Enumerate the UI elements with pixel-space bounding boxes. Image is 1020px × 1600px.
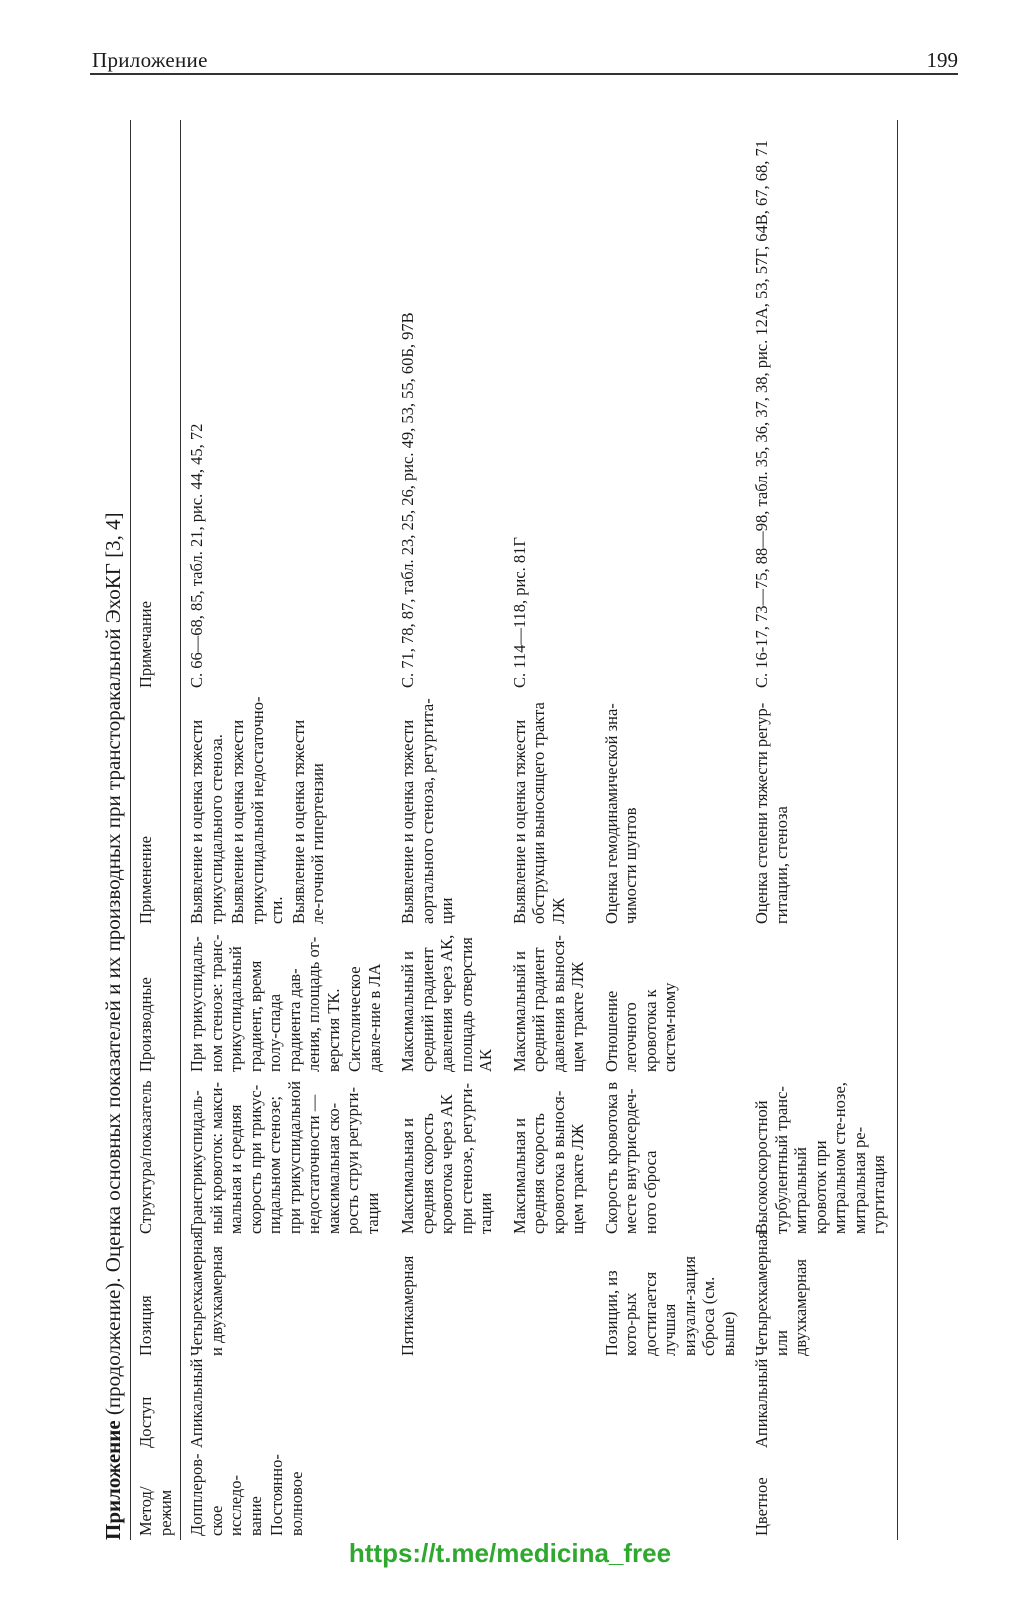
table-caption [100, 120, 126, 1540]
application-text: Оценка гемодинамической зна-чимости шунтов [601, 703, 640, 924]
method-cell [746, 1452, 897, 1540]
column-header: Доступ [131, 1360, 181, 1452]
application-text: Выявление и оценка тяжести ле-гочной гипертензии [288, 719, 327, 924]
column-header: Метод/режим [131, 1452, 181, 1540]
position-cell: Четырехкамерная или двухкамерная [746, 1238, 897, 1360]
access-cell [504, 1360, 596, 1452]
column-header: Позиция [131, 1238, 181, 1360]
table-row [392, 120, 504, 1540]
column-header: Применение [131, 692, 181, 928]
watermark-link[interactable]: https://t.me/medicina_free [348, 1538, 672, 1568]
method-text: Цветное [752, 1477, 771, 1536]
column-header: Производные [131, 928, 181, 1076]
rotated-table-block [100, 120, 960, 1540]
structure-cell: Высокоскоростной турбулентный транс-митральный кровоток при митральном сте-нозе, митральная ре-гургитация [746, 1076, 897, 1238]
method-cell [181, 1452, 393, 1540]
derived-text: При трикуспидаль-ном стенозе: транс-трикуспидальный градиент, время полу-спада градиента дав-ления, площадь от-верстия ТК. [187, 934, 343, 1072]
derived-text: Максимальный и средний градиент давления в вынося-щем тракте ЛЖ [509, 935, 587, 1072]
application-cell [746, 692, 897, 928]
table-row [504, 120, 596, 1540]
note-cell: С. 66—68, 85, табл. 21, рис. 44, 45, 72 [187, 423, 206, 688]
position-cell: Пятикамерная [398, 1255, 417, 1356]
access-cell [392, 1360, 504, 1452]
data-table [130, 120, 898, 1540]
access-cell: Апикальный [746, 1360, 897, 1452]
access-cell: Апикальный [187, 1358, 206, 1448]
derived-text: Систолическое давле-ние в ЛА [345, 963, 384, 1072]
table-row [596, 120, 747, 1540]
note-cell: С. 16-17, 73—75, 88—98, табл. 35, 36, 37, 38, рис. 12А, 53, 57Г, 64В, 67, 68, 71 [746, 120, 897, 692]
note-cell: С. 114—118, рис. 81Г [509, 537, 529, 688]
structure-cell: Транстрикуспидаль-ный кровоток: макси-мальная и средняя скорость при трикус-пидальном стенозе; при трикуспидальной недостаточности — максимальная ско-рость струи регурги-тации [187, 1080, 382, 1234]
position-cell [504, 1238, 596, 1360]
column-header: Структура/показатель [131, 1076, 181, 1238]
derived-cell [504, 928, 596, 1076]
structure-cell: Максимальная и средняя скорость кровотока в вынося-щем тракте ЛЖ [509, 1090, 587, 1234]
access-cell [596, 1360, 747, 1452]
table-row [181, 120, 393, 1540]
application-text: Выявление и оценка тяжести трикуспидального стеноза. [187, 719, 226, 924]
application-text: Выявление и оценка тяжести обструкции выносящего тракта ЛЖ [509, 702, 568, 924]
derived-text: Максимальный и средний градиент давления через АК, площадь отверстия АК [398, 934, 495, 1072]
column-header: Примечание [131, 120, 181, 692]
caption-bold: Приложение [101, 1420, 125, 1540]
application-text: Оценка степени тяжести регур-гитации, стеноза [752, 702, 791, 924]
page-number: 199 [926, 48, 958, 72]
derived-cell [392, 928, 504, 1076]
derived-cell [596, 928, 747, 1076]
derived-cell [181, 928, 393, 1076]
method-text: Постоянно-волновое [267, 1454, 306, 1536]
running-head: Приложение [92, 48, 208, 72]
position-cell: Четырехкамерная и двухкамерная [187, 1231, 226, 1356]
method-text: Допплеров-ское исследо-вание [187, 1453, 265, 1536]
method-cell [392, 1452, 504, 1540]
caption-text: (продолжение). Оценка основных показателей и их производных при трансторакальной ЭхоКГ [3, 4] [101, 512, 125, 1421]
header-rule [90, 73, 958, 75]
application-text: Выявление и оценка тяжести аортального стеноза, регургита-ции [398, 698, 456, 924]
derived-text: Отношение легочного кровотока к систем-ному [601, 982, 679, 1072]
application-text: Выявление и оценка тяжести трикуспидальной недостаточно-сти. [228, 696, 286, 924]
method-cell [596, 1452, 747, 1540]
application-cell [392, 692, 504, 928]
derived-cell [746, 928, 897, 1076]
note-cell: С. 71, 78, 87, табл. 23, 25, 26, рис. 49, 53, 55, 60Б, 97В [398, 312, 417, 688]
structure-cell: Скорость кровотока в месте внутрисердеч-ного сброса [601, 1081, 660, 1234]
structure-cell: Максимальная и средняя скорость кровотока через АК при стенозе, регурги-тации [398, 1083, 495, 1234]
method-cell [504, 1452, 596, 1540]
note-cell [596, 120, 747, 692]
table-header-row [131, 120, 181, 1540]
table-row [746, 120, 897, 1540]
application-cell [504, 692, 596, 928]
position-cell: Позиции, из кото-рых достигается лучшая визуали-зация сброса (см. выше) [601, 1256, 738, 1356]
application-cell [596, 692, 747, 928]
application-cell [181, 692, 393, 928]
